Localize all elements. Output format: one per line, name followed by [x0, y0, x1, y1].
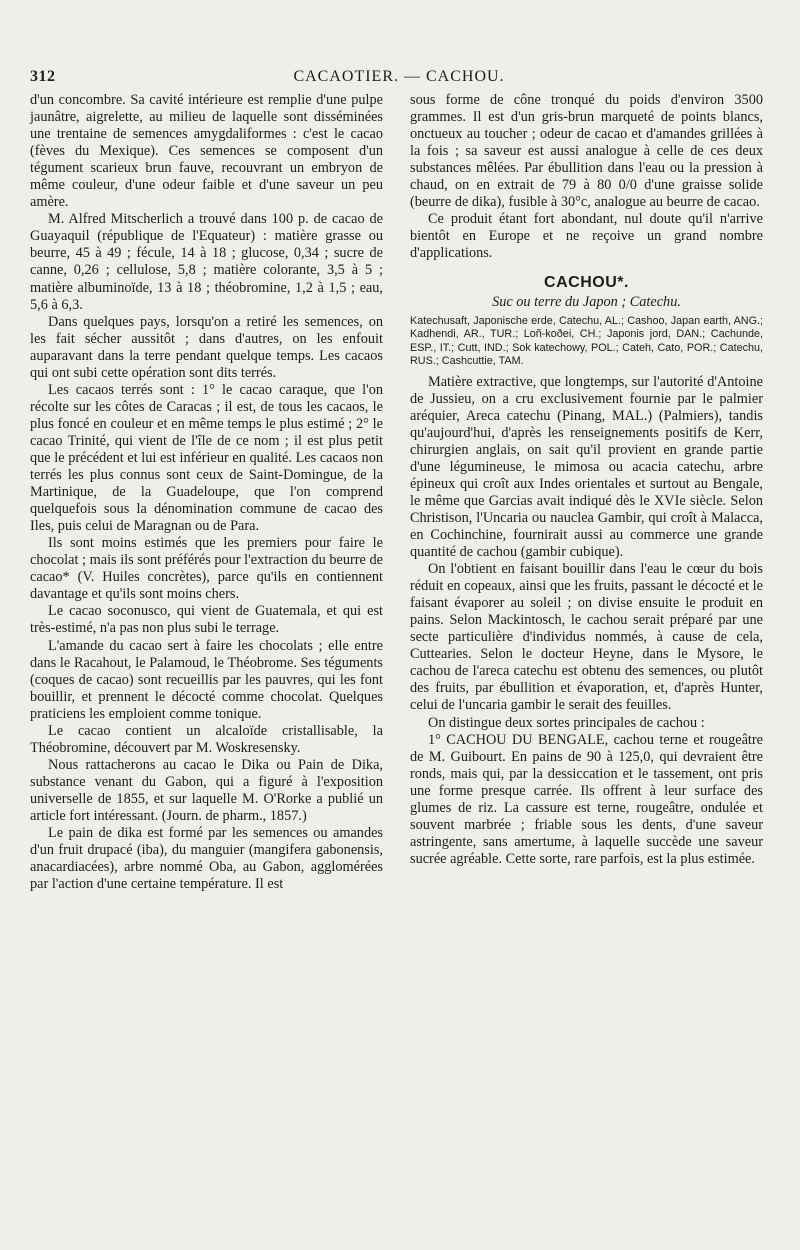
paragraph: Le pain de dika est formé par les semences ou amandes d'un fruit drupacé (iba), du manguier (mangifera gabonensis, anacardiacées), arbre nommé Oba, au Gabon, agglomérées par l'action d'une certaine température. Il est [30, 825, 383, 893]
paragraph: M. Alfred Mitscherlich a trouvé dans 100 p. de cacao de Guayaquil (république de l'Equateur) : matière grasse ou beurre, 45 à 49 ; fécule, 14 à 18 ; glucose, 0,34 ; sucre de canne, 0,26 ; cellulose, 5,8 ; matière colorante, 3,5 à 5 ; matière albuminoïde, 13 à 18 ; théobromine, 1,2 à 1,5 ; eau, 5,6 à 6,3. [30, 211, 383, 313]
paragraph: Les cacaos terrés sont : 1° le cacao caraque, que l'on récolte sur les côtes de Caracas ; il est, de tous les cacaos, le plus foncé en couleur et en même temps le plus estimé ; 2° le cacao Trinité, qui vient de l'île de ce nom ; il est plus petit que le précédent et lui est inférieur en qualité. Les cacaos non terrés les plus connus sont ceux de Saint-Domingue, de la Martinique, de la Guadeloupe, que l'on comprend quelquefois sous la dénomination commune de cacao des Iles, puis celui de Maragnan ou de Para. [30, 381, 383, 535]
entry-synonyms: Katechusaft, Japonische erde, Catechu, AL.; Cashoo, Japan earth, ANG.; Kadhendi, AR., TUR.; Loñ-koðei, CH.; Japonis jord, DAN.; Cachunde, ESP., IT.; Cutt, IND.; Sok katechowy, POL.; Cateh, Cato, POR.; Catechu, RUS.; Cashcuttie, TAM. [410, 314, 763, 368]
paragraph: 1° CACHOU DU BENGALE, cachou terne et rougeâtre de M. Guibourt. En pains de 90 à 125,0, qui devraient être ronds, mais qui, par la dessiccation et le tassement, ont pris une forme presque carrée. Ils offrent à leur surface des glumes de riz. La cassure est terne, rougeâtre, ondulée et souvent marbrée ; friable sous les dents, d'une saveur astringente, sans amertume, à laquelle succède une saveur sucrée agréable. Cette sorte, rare parfois, est la plus estimée. [410, 731, 763, 867]
paragraph: Dans quelques pays, lorsqu'on a retiré les semences, on les fait sécher aussitôt ; dans d'autres, on les enfouit auparavant dans la terre pendant quelque temps. Les cacaos qui ont subi cette opération sont dits terrés. [30, 313, 383, 381]
entry-subtitle: Suc ou terre du Japon ; Catechu. [492, 293, 681, 310]
paragraph: Ils sont moins estimés que les premiers pour faire le chocolat ; mais ils sont préférés pour l'extraction du beurre de cacao* (V. Huiles concrètes), parce qu'ils en contiennent davantage et qu'ils sont moins chers. [30, 535, 383, 603]
running-head: CACAOTIER. — CACHOU. [293, 68, 505, 85]
paragraph: On l'obtient en faisant bouillir dans l'eau le cœur du bois réduit en copeaux, ainsi que les fruits, passant le décocté et le faisant évaporer au soleil ; on divise ensuite le produit en pains. Selon Mackintosch, le cachou serait préparé par une secte particulière d'individus nommés, à cause de cela, Cuttearies. Selon le docteur Heyne, dans le Mysore, le cachou de l'areca catechu est obtenu des semences, ou plutôt des fruits, par ébullition et évaporation, et, d'après Hunter, celui de l'uncaria gambir le serait des feuilles. [410, 561, 763, 714]
paragraph: On distingue deux sortes principales de cachou : [428, 714, 705, 731]
paragraph: Nous rattacherons au cacao le Dika ou Pain de Dika, substance venant du Gabon, qui a figuré à l'exposition universelle de 1855, et sur laquelle M. O'Rorke a publié un article fort intéressant. (Journ. de pharm., 1857.) [30, 756, 383, 824]
page-header [30, 68, 768, 88]
entry-title: CACHOU*. [544, 274, 629, 292]
paragraph: L'amande du cacao sert à faire les chocolats ; elle entre dans le Racahout, le Palamoud, le Théobrome. Ses téguments (coques de cacao) sont recueillis par les pauvres, qui les font bouillir, et prennent le décocté comme chocolat. Quelques praticiens les emploient comme tonique. [30, 637, 383, 722]
page-number: 312 [30, 68, 56, 85]
paragraph: Ce produit étant fort abondant, nul doute qu'il n'arrive bientôt en Europe et ne reçoive un grand nombre d'applications. [410, 211, 763, 262]
paragraph: Le cacao soconusco, qui vient de Guatemala, et qui est très-estimé, n'a pas non plus subi le terrage. [30, 603, 383, 637]
right-column [410, 92, 763, 868]
paragraph: sous forme de cône tronqué du poids d'environ 3500 grammes. Il est d'un gris-brun marqueté de points blancs, onctueux au toucher ; odeur de cacao et d'amandes grillées à la fois ; sa saveur est aussi analogue à celle de ces deux substances mêlées. Par ébullition dans l'eau ou la pression à chaud, on en extrait de 79 à 80 0/0 d'une graisse solide (beurre de dika), fusible à 30°c, analogue au beurre de cacao. [410, 92, 763, 211]
left-column [30, 92, 383, 893]
paragraph: d'un concombre. Sa cavité intérieure est remplie d'une pulpe jaunâtre, aigrelette, au milieu de laquelle sont disséminées une trentaine de semences amygdaliformes : c'est le cacao (fèves du Mexique). Ces semences se composent d'un tégument scarieux brun fauve, recouvrant un embryon de même couleur, d'une odeur faible et d'une saveur un peu amère. [30, 92, 383, 211]
paragraph: Le cacao contient un alcaloïde cristallisable, la Théobromine, découvert par M. Woskresensky. [30, 722, 383, 756]
paragraph: Matière extractive, que longtemps, sur l'autorité d'Antoine de Jussieu, on a cru exclusivement fournie par le palmier aréquier, Areca catechu (Pinang, MAL.) (Palmiers), tandis qu'aujourd'hui, d'après les renseignements positifs de Kerr, chirurgien anglais, on sait qu'il provient en grande partie d'une légumineuse, le mimosa ou acacia catechu, arbre épineux qui croît aux Indes orientales et surtout au Bengale, le même que Garcias avait indiqué dès le XVIe siècle. Selon Christison, l'Uncaria ou nauclea Gambir, qui croît à Malacca, en Cochinchine, fournirait aussi au commerce une grande quantité de cachou (gambir cubique). [410, 373, 763, 561]
